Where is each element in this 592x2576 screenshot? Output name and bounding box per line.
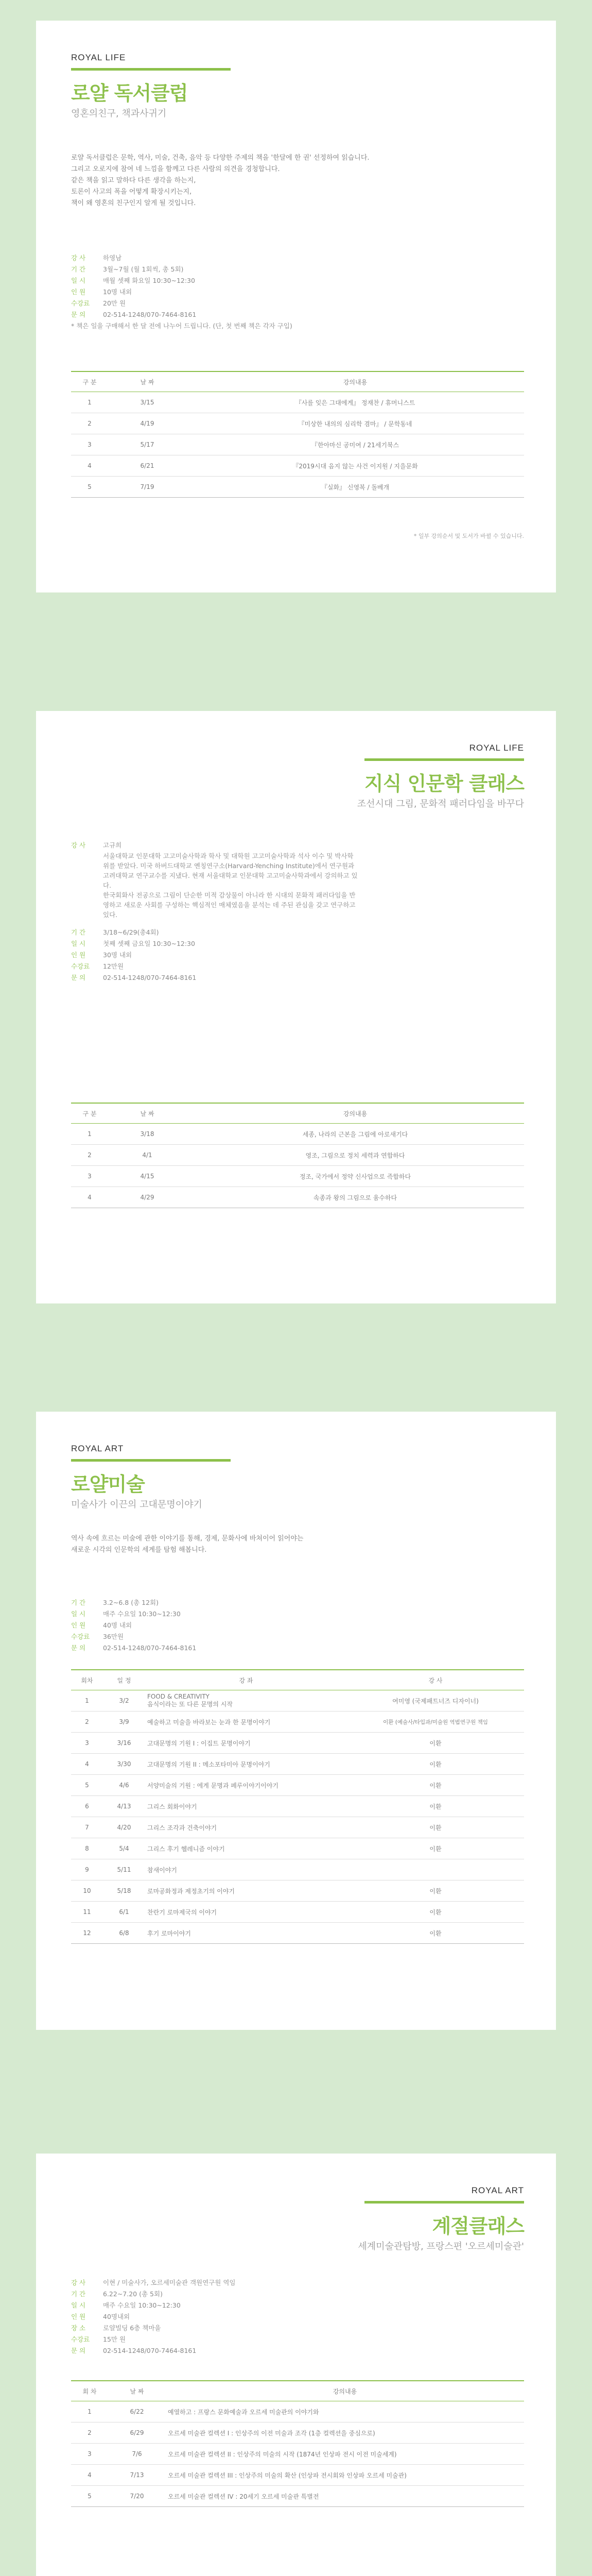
table-cell: 그리스 후기 헬레니즘 이야기 (145, 1838, 347, 1859)
table-cell: 예열하고 : 프랑스 문화예술과 오르세 미술관의 이야기와 (166, 2401, 524, 2422)
table-cell: 3/15 (108, 392, 186, 413)
table-row (71, 434, 524, 455)
info-row (71, 252, 524, 264)
intro-paragraph (71, 1533, 524, 1556)
table-cell (347, 1859, 524, 1880)
info-row (71, 890, 359, 920)
table-row (71, 1124, 524, 1145)
page-title: 지식 인문학 클래스 (364, 772, 524, 795)
table-row (71, 1733, 524, 1754)
info-key: 일 시 (71, 1610, 86, 1618)
column-header: 강의내용 (166, 2381, 524, 2401)
table-cell: 2 (71, 2422, 108, 2444)
info-row (71, 950, 359, 961)
accent-bar (71, 1459, 231, 1462)
table-cell: 이환 (예술사/타입과/미술원 역법연구원 책임 (347, 1711, 524, 1733)
table-header-row (71, 2381, 524, 2401)
info-value: 02-514-1248/070-7464-8161 (103, 311, 197, 318)
table-cell: 6/8 (103, 1923, 145, 1944)
table-row (71, 1859, 524, 1880)
instructor-bio: 한국회화사 전공으로 그림이 단순한 미적 감상물이 아니라 한 시대의 문화적 패러다임을 반영하고 새로운 사회를 구성하는 핵심적인 매체였음을 분석는 데 주된 관심을 갖고 연구하고 있다. (103, 891, 356, 919)
info-value: 02-514-1248/070-7464-8161 (103, 974, 197, 981)
section-tag: ROYAL LIFE (71, 53, 126, 62)
table-cell: 11 (71, 1902, 103, 1923)
table-cell: 3 (71, 2444, 108, 2465)
course-info (71, 1597, 524, 1654)
info-key: 문 의 (71, 974, 86, 981)
info-key: 강 사 (71, 841, 86, 849)
table-row (71, 1923, 524, 1944)
column-header: 강의내용 (186, 371, 524, 392)
info-value: 20만 원 (103, 299, 126, 307)
table-cell: 이환 (347, 1902, 524, 1923)
table-cell: 이환 (347, 1754, 524, 1775)
table-cell: 『2019시대 음지 않는 사건 이지원 / 지을문화 (186, 455, 524, 477)
info-row (71, 851, 359, 890)
info-row (71, 927, 359, 938)
table-row (71, 1166, 524, 1187)
table-cell: 4/20 (103, 1817, 145, 1838)
table-cell: 5/11 (103, 1859, 145, 1880)
intro-line: 새로운 시각의 인문학의 세계를 탐험 해봅니다. (71, 1546, 207, 1554)
info-key: 일 시 (71, 2301, 86, 2309)
info-value: 매주 수요일 10:30~12:30 (103, 2301, 181, 2309)
info-key: 일 시 (71, 940, 86, 947)
table-header-row (71, 371, 524, 392)
table-cell: 5/17 (108, 434, 186, 455)
table-cell: 서양미술의 기원 : 에게 문명과 페루이야기이야기 (145, 1775, 347, 1796)
table-row (71, 1711, 524, 1733)
table-cell: 4/13 (103, 1796, 145, 1817)
schedule-table (71, 1669, 524, 1944)
info-value: 40명내외 (103, 2313, 130, 2320)
table-cell: 오르세 미술관 컬렉션 I : 인상주의 이전 미술과 조각 (1층 컬렉션을 중심으로) (166, 2422, 524, 2444)
table-cell: 4/1 (108, 1145, 186, 1166)
accent-bar (364, 758, 524, 761)
table-cell: 오르세 미술관 컬렉션 III : 인상주의 미술의 확산 (인상파 전시회와 인상파 오르세 미술관) (166, 2465, 524, 2486)
table-cell: 6/1 (103, 1902, 145, 1923)
table-cell: 1 (71, 1124, 108, 1145)
table-cell: 여미영 (국제패트너즈 디자이너) (347, 1690, 524, 1711)
table-cell: 고대문명의 기원 II : 메소포타미아 문명이야기 (145, 1754, 347, 1775)
table-cell: 10 (71, 1880, 103, 1902)
table-cell: 6/29 (108, 2422, 166, 2444)
table-cell: 이환 (347, 1796, 524, 1817)
info-key: 강 사 (71, 2279, 86, 2286)
info-row (71, 2300, 524, 2311)
table-cell: 3 (71, 1166, 108, 1187)
column-header: 날 짜 (108, 2381, 166, 2401)
table-cell: 이환 (347, 1880, 524, 1902)
info-key (71, 851, 103, 890)
table-cell: 3/2 (103, 1690, 145, 1711)
column-header: 강 좌 (145, 1670, 347, 1690)
info-value: 15만 원 (103, 2335, 126, 2343)
schedule-table (71, 2380, 524, 2507)
page-title: 로얄미술 (71, 1473, 145, 1496)
table-cell: 6 (71, 1796, 103, 1817)
table-cell: 그리스 조각과 건축이야기 (145, 1817, 347, 1838)
table-row (71, 1690, 524, 1711)
intro-line: 그리고 오로지에 참여 네 느낌을 함께고 다른 사람의 의견을 경청합니다. (71, 165, 280, 173)
table-cell: 1 (71, 2401, 108, 2422)
table-cell: 7 (71, 1817, 103, 1838)
table-cell: 참새이야기 (145, 1859, 347, 1880)
info-row (71, 1597, 524, 1608)
info-value: 40명 내외 (103, 1621, 132, 1629)
info-row (71, 309, 524, 320)
table-cell: 로마공화정과 제정초기의 이야기 (145, 1880, 347, 1902)
table-header-row (71, 1103, 524, 1124)
info-key: 인 원 (71, 1621, 86, 1629)
column-header: 강 사 (347, 1670, 524, 1690)
table-cell: 찬란기 로마제국의 이야기 (145, 1902, 347, 1923)
book-club-card (36, 21, 556, 592)
column-header: 구 분 (71, 1103, 108, 1124)
intro-line: 같은 책을 읽고 말하다 다른 생각을 하는지, (71, 177, 196, 184)
column-header: 회 차 (71, 2381, 108, 2401)
info-key: 문 의 (71, 1644, 86, 1652)
table-cell: 『실화』 신영복 / 돌베개 (186, 477, 524, 498)
info-key: 인 원 (71, 2313, 86, 2320)
intro-line: 책이 왜 영혼의 친구인지 알게 될 것입니다. (71, 199, 196, 207)
info-row (71, 1642, 524, 1654)
table-cell: 5/4 (103, 1838, 145, 1859)
table-cell: 6/21 (108, 455, 186, 477)
info-value: 10명 내외 (103, 288, 132, 296)
info-row (71, 2277, 524, 2289)
table-cell: 이환 (347, 1733, 524, 1754)
table-row (71, 1187, 524, 1208)
table-cell: 7/19 (108, 477, 186, 498)
info-row (71, 2345, 524, 2357)
table-cell: 정조, 국가에서 정약 신사업으로 즉합하다 (186, 1166, 524, 1187)
table-cell: 『한아마신 공미여 / 21세기북스 (186, 434, 524, 455)
info-value: 6.22~7.20 (총 5회) (103, 2290, 163, 2298)
column-header: 날 짜 (108, 371, 186, 392)
table-header-row (71, 1670, 524, 1690)
info-row (71, 2334, 524, 2345)
table-cell: 3/18 (108, 1124, 186, 1145)
table-cell: 속종과 왕의 그림으로 움수하다 (186, 1187, 524, 1208)
table-cell: 세종, 나라의 근본을 그림에 아로새기다 (186, 1124, 524, 1145)
table-cell: 그리스 회화이야기 (145, 1796, 347, 1817)
table-cell: 3/9 (103, 1711, 145, 1733)
page-subtitle: 영혼의친구, 책과사귀기 (71, 108, 167, 119)
course-info (71, 252, 524, 332)
info-row (71, 1631, 524, 1642)
table-cell: 2 (71, 1711, 103, 1733)
info-value: 3.2~6.8 (총 12회) (103, 1599, 159, 1606)
table-row (71, 2422, 524, 2444)
table-cell: 오르세 미술관 컬렉션 IV : 20세기 오르세 미술관 특별전 (166, 2486, 524, 2507)
instructor-bio: 서울대학교 인문대학 고고미술사학과 학사 및 대학원 고고미술사학과 석사 이수 및 박사학위를 받았다. 미국 하버드대학교 옌칭연구소(Harvard-Yenching Institute)에서 연구원과 고려대학교 연구교수를 지냈다. 현재 서울대학교 인문대학 고고미술사학과에서 강의하고 있다. (103, 852, 358, 889)
seasonal-class-card (36, 2154, 556, 2576)
page-title: 계절클래스 (432, 2215, 524, 2238)
column-header: 일 정 (103, 1670, 145, 1690)
info-key: 기 간 (71, 928, 86, 936)
info-key: 문 의 (71, 311, 86, 318)
table-cell: 4 (71, 455, 108, 477)
info-key (71, 890, 103, 920)
info-value: 고규희 (103, 841, 122, 849)
info-key: 장 소 (71, 2324, 86, 2332)
info-key: 인 원 (71, 951, 86, 959)
table-cell: 예술하고 미술을 바라보는 눈과 한 문명이야기 (145, 1711, 347, 1733)
column-header: 날 짜 (108, 1103, 186, 1124)
table-cell: 4/6 (103, 1775, 145, 1796)
info-value: 3월~7월 (월 1회씩, 총 5회) (103, 265, 184, 273)
info-key: 기 간 (71, 2290, 86, 2298)
table-cell: 고대문명의 기원 I : 이집트 문명이야기 (145, 1733, 347, 1754)
table-cell: 『미상한 내의의 심리학 겸마』 / 문학동네 (186, 413, 524, 434)
info-row (71, 1620, 524, 1631)
info-note: * 책은 일을 구매해서 한 달 전에 나누어 드립니다. (단, 첫 번째 책은 각자 구입) (71, 322, 292, 330)
intro-line: 역사 속에 흐르는 미술에 관한 이야기를 통해, 경제, 문화사에 바쳐이어 읽어야는 (71, 1535, 304, 1543)
table-row (71, 1796, 524, 1817)
table-row (71, 413, 524, 434)
table-row (71, 1817, 524, 1838)
table-cell: 이환 (347, 1775, 524, 1796)
table-cell: 4/29 (108, 1187, 186, 1208)
info-key: 수강료 (71, 962, 90, 970)
table-cell: 2 (71, 1145, 108, 1166)
table-cell: 7/13 (108, 2465, 166, 2486)
info-value: 매월 셋째 화요일 10:30~12:30 (103, 277, 195, 284)
page-title: 로얄 독서클럽 (71, 82, 188, 105)
info-key: 기 간 (71, 1599, 86, 1606)
info-row (71, 2289, 524, 2300)
info-row (71, 275, 524, 286)
table-cell: 3/30 (103, 1754, 145, 1775)
table-cell: 4/15 (108, 1166, 186, 1187)
table-cell: 5/18 (103, 1880, 145, 1902)
table-cell: 영조, 그림으로 정치 세력과 연합하다 (186, 1145, 524, 1166)
table-cell: 이환 (347, 1838, 524, 1859)
column-header: 회차 (71, 1670, 103, 1690)
info-value: 3/18~6/29(총4회) (103, 928, 159, 936)
table-cell: 5 (71, 1775, 103, 1796)
table-cell: 7/6 (108, 2444, 166, 2465)
section-tag: ROYAL ART (71, 1444, 124, 1453)
table-cell: 오르세 미술관 컬렉션 II : 인상주의 미술의 시작 (1874년 인상파 전시 이전 미술세계) (166, 2444, 524, 2465)
info-row (71, 972, 359, 984)
info-value: 매주 수요일 10:30~12:30 (103, 1610, 181, 1618)
course-info (71, 2277, 524, 2357)
info-row (71, 938, 359, 950)
info-row (71, 264, 524, 275)
table-cell: 3/16 (103, 1733, 145, 1754)
info-key: 수강료 (71, 1633, 90, 1640)
info-key: 일 시 (71, 277, 86, 284)
table-cell: 『사를 잊은 그대에게』 정재찬 / 휴머니스트 (186, 392, 524, 413)
schedule-table (71, 1103, 524, 1208)
info-key: 문 의 (71, 2347, 86, 2354)
intro-line: 토론이 사고의 폭을 어떻게 확장시키는지, (71, 188, 192, 196)
page-subtitle: 미술사가 이끈의 고대문명이야기 (71, 1499, 202, 1510)
section-tag: ROYAL ART (471, 2185, 524, 2195)
table-row (71, 1754, 524, 1775)
table-cell: 12 (71, 1923, 103, 1944)
table-cell: 8 (71, 1838, 103, 1859)
info-row (71, 2323, 524, 2334)
info-key: 수강료 (71, 299, 90, 307)
info-row (71, 286, 524, 298)
info-row (71, 2311, 524, 2323)
section-tag: ROYAL LIFE (469, 743, 524, 753)
course-info (71, 840, 359, 984)
info-value: 02-514-1248/070-7464-8161 (103, 1644, 197, 1652)
table-cell: 1 (71, 392, 108, 413)
info-value: 이현 / 미술사가, 오르세미술관 객원연구원 역임 (103, 2279, 236, 2286)
info-row (71, 1608, 524, 1620)
info-value: 02-514-1248/070-7464-8161 (103, 2347, 197, 2354)
info-row (71, 961, 359, 972)
info-key: 기 간 (71, 265, 86, 273)
table-cell: 4 (71, 2465, 108, 2486)
page-subtitle: 조선시대 그림, 문화적 패러다임을 바꾸다 (357, 799, 524, 809)
accent-bar (71, 68, 231, 71)
table-row (71, 2465, 524, 2486)
table-row (71, 1775, 524, 1796)
table-row (71, 2486, 524, 2507)
table-cell: 4 (71, 1187, 108, 1208)
info-value: 첫째 셋째 금요일 10:30~12:30 (103, 940, 195, 947)
table-footnote: * 일부 강의순서 및 도서가 바뀔 수 있습니다. (413, 533, 524, 539)
accent-bar (364, 2201, 524, 2204)
info-key: 강 사 (71, 254, 86, 262)
intro-line: 로얄 독서클럽은 문학, 역사, 미술, 건축, 음악 등 다양한 주제의 책을 '한달에 한 권' 선정하여 읽습니다. (71, 154, 370, 162)
info-row (71, 840, 359, 851)
table-cell: 6/22 (108, 2401, 166, 2422)
table-cell: 이환 (347, 1923, 524, 1944)
table-cell: 후기 로마이야기 (145, 1923, 347, 1944)
table-row (71, 1880, 524, 1902)
royal-art-card (36, 1412, 556, 2030)
table-cell: FOOD & CREATIVITY 음식이라는 또 다른 문명의 시작 (145, 1690, 347, 1711)
table-cell: 5 (71, 2486, 108, 2507)
table-cell: 4 (71, 1754, 103, 1775)
info-value: 하영남 (103, 254, 122, 262)
info-value: 12만원 (103, 962, 124, 970)
humanities-class-card (36, 711, 556, 1303)
table-cell: 7/20 (108, 2486, 166, 2507)
info-value: 36만원 (103, 1633, 124, 1640)
table-cell: 3 (71, 434, 108, 455)
info-key: 인 원 (71, 288, 86, 296)
table-row (71, 1902, 524, 1923)
table-row (71, 1838, 524, 1859)
info-value: 30명 내외 (103, 951, 132, 959)
column-header: 구 분 (71, 371, 108, 392)
table-cell: 3 (71, 1733, 103, 1754)
table-row (71, 455, 524, 477)
table-cell: 1 (71, 1690, 103, 1711)
table-cell: 5 (71, 477, 108, 498)
table-row (71, 477, 524, 498)
page-subtitle: 세계미술관탐방, 프랑스편 '오르세미술관' (358, 2241, 524, 2252)
table-cell: 9 (71, 1859, 103, 1880)
info-row (71, 298, 524, 309)
table-row (71, 392, 524, 413)
table-cell: 4/19 (108, 413, 186, 434)
info-key: 수강료 (71, 2335, 90, 2343)
table-row (71, 2444, 524, 2465)
schedule-table (71, 371, 524, 498)
column-header: 강의내용 (186, 1103, 524, 1124)
table-row (71, 1145, 524, 1166)
intro-paragraph (71, 152, 524, 209)
table-cell: 이환 (347, 1817, 524, 1838)
table-row (71, 2401, 524, 2422)
table-cell: 2 (71, 413, 108, 434)
info-value: 로얄빌딩 6층 책마을 (103, 2324, 161, 2332)
